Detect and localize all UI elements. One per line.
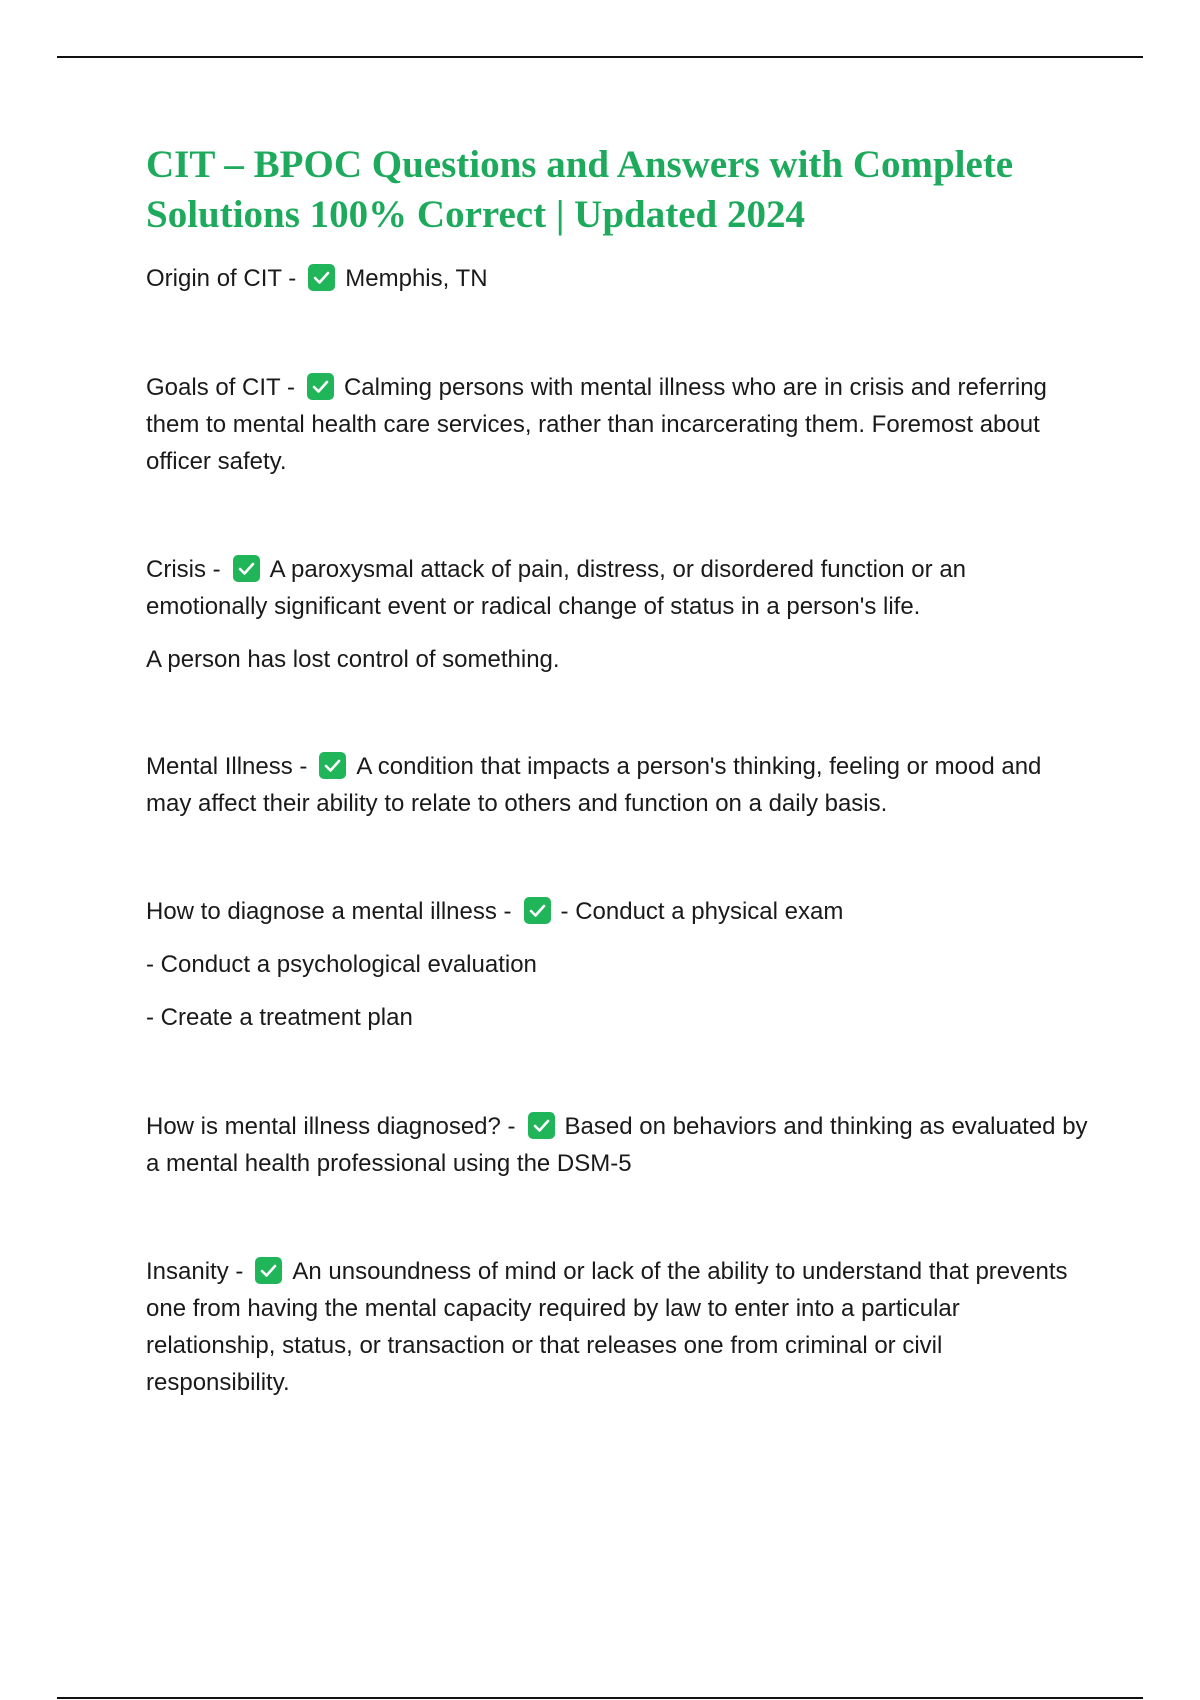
term-label: Crisis - (146, 556, 221, 583)
page-title: CIT – BPOC Questions and Answers with Complete Solutions 100% Correct | Updated 2024 (146, 143, 1014, 236)
qa-line (146, 748, 1091, 822)
answer-continuation: - Conduct a psychological evaluation (146, 951, 537, 978)
qa-entry-origin (146, 260, 1091, 297)
term-label: How to diagnose a mental illness - (146, 898, 512, 925)
answer-text: Calming persons with mental illness who are in crisis and referring them to mental health care services, rather than incarcerating them. Foremost about officer safety. (146, 374, 1047, 475)
term-label: Insanity - (146, 1258, 244, 1285)
qa-line (146, 893, 1091, 930)
green-checkbox-icon (524, 897, 551, 924)
answer-text: - Conduct a physical exam (560, 898, 844, 925)
qa-entry-insanity (146, 1253, 1091, 1401)
green-checkbox-icon (308, 264, 335, 291)
answer-continuation: - Create a treatment plan (146, 1004, 413, 1031)
term-label: Mental Illness - (146, 753, 308, 780)
green-checkbox-icon (307, 373, 334, 400)
qa-entry-goals (146, 369, 1091, 480)
qa-entry-how-diagnosed (146, 1108, 1091, 1182)
answer-text: Memphis, TN (345, 265, 488, 292)
qa-entry-crisis (146, 551, 1091, 678)
qa-line (146, 1108, 1091, 1182)
answer-text: Based on behaviors and thinking as evaluated by a mental health professional using the DSM-5 (146, 1113, 1088, 1177)
answer-text: An unsoundness of mind or lack of the ability to understand that prevents one from having the mental capacity required by law to enter into a particular relationship, status, or transaction or that releases one from criminal or civil responsibility. (146, 1258, 1068, 1396)
qa-entry-mental-illness (146, 748, 1091, 822)
document-body (146, 140, 1091, 1401)
qa-line (146, 1253, 1091, 1401)
term-label: Origin of CIT - (146, 265, 297, 292)
term-label: Goals of CIT - (146, 374, 295, 401)
green-checkbox-icon (528, 1112, 555, 1139)
answer-text: A condition that impacts a person's thinking, feeling or mood and may affect their ability to relate to others and function on a daily basis. (146, 753, 1042, 817)
qa-line (146, 369, 1091, 480)
top-rule (57, 56, 1143, 58)
qa-line (146, 551, 1091, 625)
green-checkbox-icon (233, 555, 260, 582)
qa-entry-how-to-diagnose (146, 893, 1091, 1036)
green-checkbox-icon (319, 752, 346, 779)
bottom-rule (57, 1697, 1143, 1699)
qa-line (146, 260, 1091, 297)
answer-text: A paroxysmal attack of pain, distress, or disordered function or an emotionally significant event or radical change of status in a person's life. (146, 556, 967, 620)
answer-continuation: A person has lost control of something. (146, 646, 560, 673)
term-label: How is mental illness diagnosed? - (146, 1113, 516, 1140)
green-checkbox-icon (255, 1257, 282, 1284)
